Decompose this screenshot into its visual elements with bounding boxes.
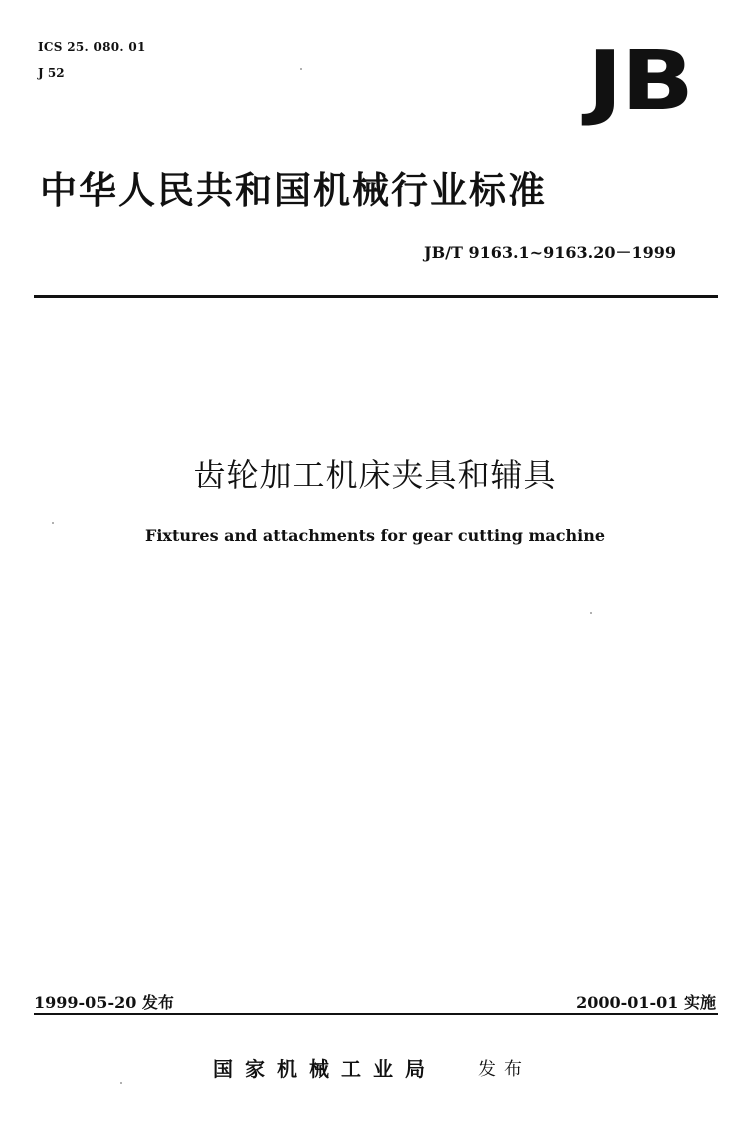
standard-code: JB/T 9163.1~9163.20－1999: [424, 243, 676, 262]
document-title-cn: 齿轮加工机床夹具和辅具: [193, 456, 557, 494]
organization-title: 中华人民共和国机械行业标准: [40, 169, 547, 212]
scan-speck: [300, 68, 302, 70]
bottom-divider: [34, 1013, 718, 1015]
ics-code: ICS 25. 080. 01: [38, 40, 146, 54]
top-divider: [34, 295, 718, 298]
scan-speck: [590, 612, 592, 614]
publish-label: 发布: [478, 1059, 530, 1080]
scan-speck: [120, 1082, 122, 1084]
document-title-en: Fixtures and attachments for gear cutting machine: [144, 526, 606, 545]
implementation-date: 2000-01-01 实施: [576, 993, 716, 1012]
scan-speck: [52, 522, 54, 524]
classification-code: J 52: [38, 66, 65, 80]
jb-logo: JB: [587, 33, 692, 129]
issuing-authority: 国家机械工业局: [213, 1057, 437, 1081]
issue-date: 1999-05-20 发布: [34, 993, 174, 1012]
